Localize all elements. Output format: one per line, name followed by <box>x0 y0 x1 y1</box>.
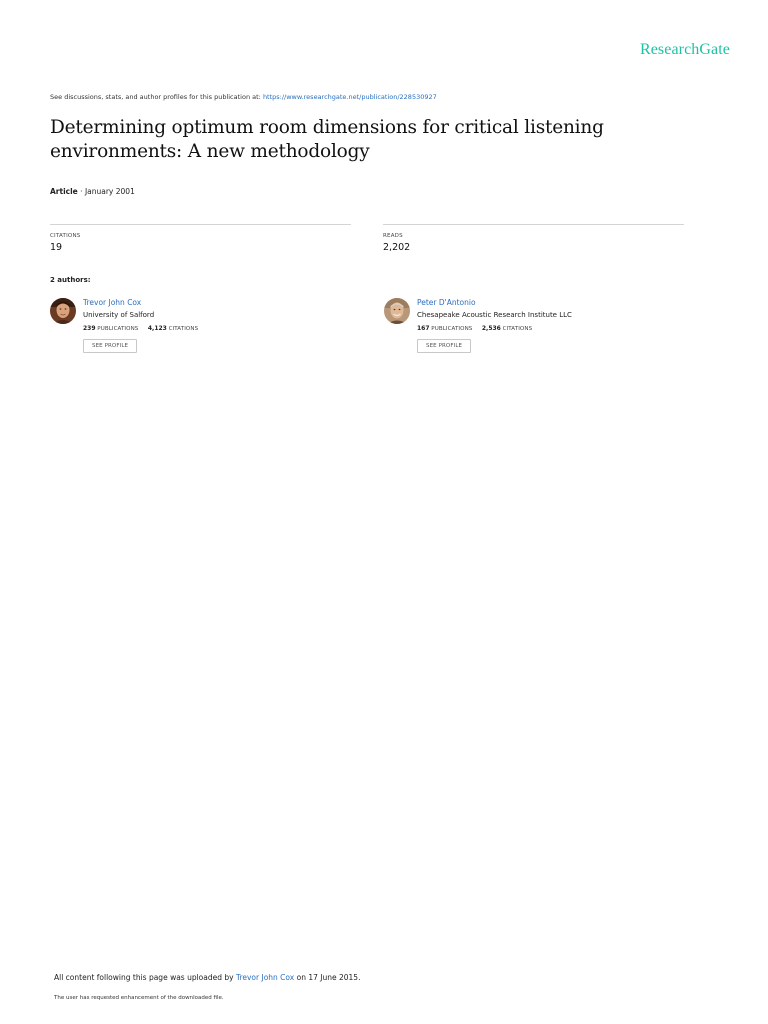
author-institution: University of Salford <box>83 311 155 319</box>
publications-label: PUBLICATIONS <box>431 326 473 332</box>
uploader-link[interactable]: Trevor John Cox <box>235 973 295 982</box>
publications-count: 239 <box>83 325 96 332</box>
publications-label: PUBLICATIONS <box>97 326 139 332</box>
author-info <box>83 298 353 353</box>
author-citations-label: CITATIONS <box>502 326 533 332</box>
meta-separator: · <box>80 187 83 196</box>
author-citations-count: 2,536 <box>481 325 501 332</box>
see-profile-button[interactable]: SEE PROFILE <box>83 339 137 353</box>
see-profile-button[interactable]: SEE PROFILE <box>417 339 471 353</box>
upload-notice <box>54 973 360 982</box>
article-meta <box>50 187 135 196</box>
researchgate-logo[interactable]: ResearchGate <box>639 41 730 58</box>
author-stats <box>83 325 353 332</box>
author-name-link[interactable]: Peter D'Antonio <box>417 298 476 307</box>
article-type: Article <box>50 187 78 196</box>
authors-heading: 2 authors: <box>50 276 91 284</box>
reads-label: READS <box>383 233 403 239</box>
author-info <box>417 298 687 353</box>
author-institution: Chesapeake Acoustic Research Institute LLC <box>417 311 572 319</box>
author-name-link[interactable]: Trevor John Cox <box>83 298 142 307</box>
author-citations-label: CITATIONS <box>168 326 199 332</box>
author-photo-icon <box>384 298 410 324</box>
citations-value: 19 <box>50 242 63 253</box>
upload-prefix: All content following this page was uploaded by <box>54 973 234 982</box>
author-photo-icon <box>50 298 76 324</box>
publications-count: 167 <box>417 325 430 332</box>
author-stats <box>417 325 687 332</box>
reads-stat <box>383 224 684 253</box>
discussion-prefix: See discussions, stats, and author profiles for this publication at: <box>50 93 261 101</box>
reads-value: 2,202 <box>383 242 411 253</box>
publication-url-link[interactable]: https://www.researchgate.net/publication/228530927 <box>262 93 437 101</box>
enhancement-note: The user has requested enhancement of the downloaded file. <box>54 995 224 1001</box>
upload-suffix: on 17 June 2015. <box>296 973 361 982</box>
citations-stat <box>50 224 351 253</box>
author-avatar[interactable] <box>50 298 76 324</box>
article-date: January 2001 <box>84 187 135 196</box>
discussion-notice <box>50 93 437 101</box>
article-title: Determining optimum room dimensions for critical listening environments: A new methodology <box>50 117 604 162</box>
author-citations-count: 4,123 <box>147 325 167 332</box>
author-avatar[interactable] <box>384 298 410 324</box>
citations-label: CITATIONS <box>50 233 81 239</box>
